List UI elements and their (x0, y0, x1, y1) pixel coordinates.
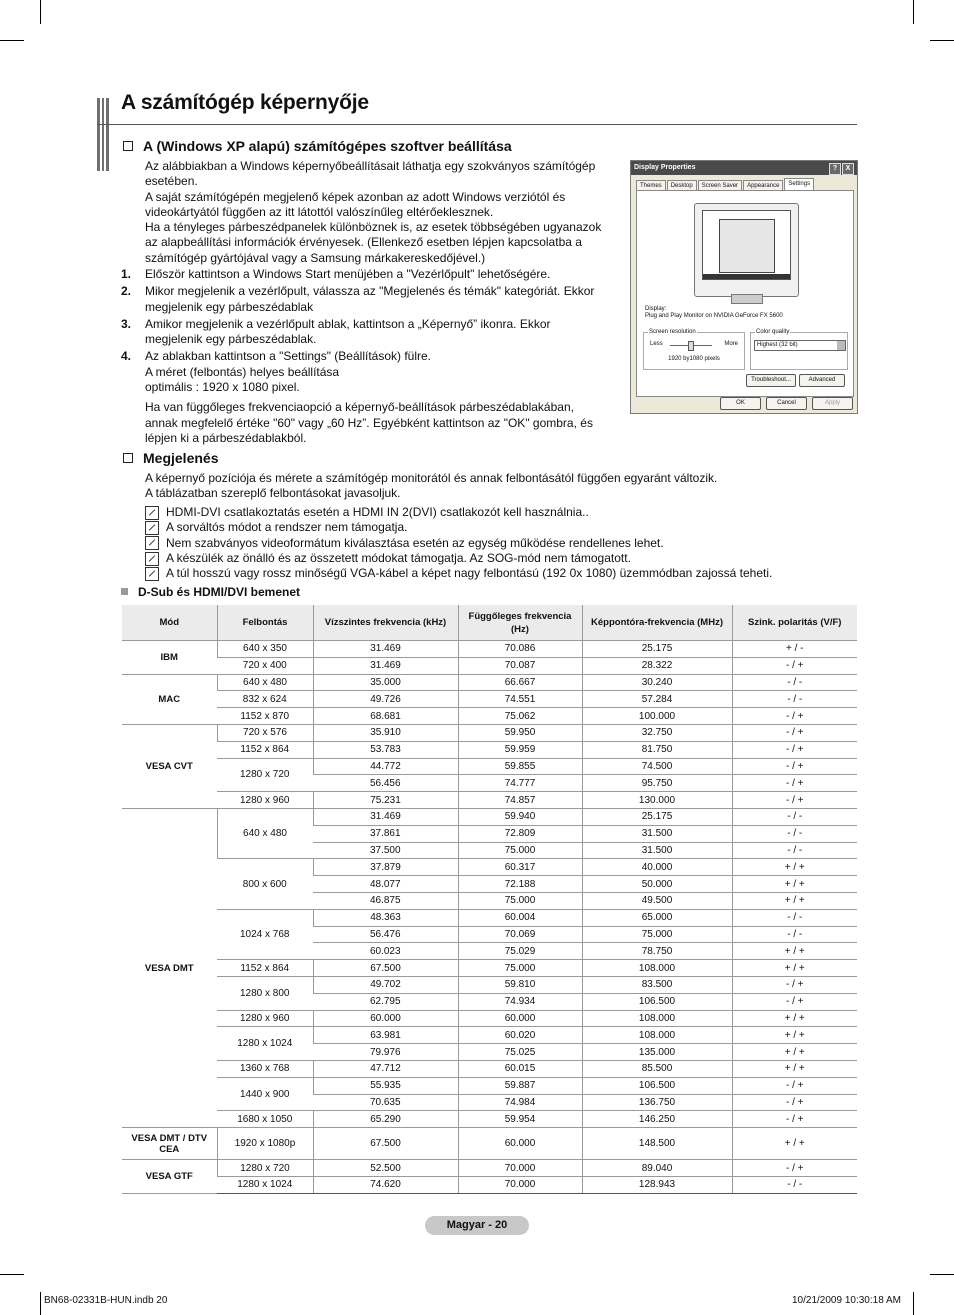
cell-hfreq: 46.875 (313, 892, 458, 909)
cell-resolution: 640 x 480 (217, 674, 313, 691)
table-header-row (122, 605, 857, 641)
table-row (122, 1160, 857, 1177)
cell-vfreq: 59.959 (458, 741, 582, 758)
cell-polarity: + / + (732, 1044, 857, 1061)
cell-pixel-clock: 130.000 (582, 792, 732, 809)
crop-mark (40, 1292, 41, 1315)
cell-pixel-clock: 57.284 (582, 691, 732, 708)
settings-panel (636, 190, 854, 397)
help-icon[interactable]: ? (829, 163, 841, 175)
cell-polarity: + / + (732, 960, 857, 977)
chevron-down-icon (837, 341, 845, 350)
page-title: A számítógép képernyője (121, 91, 369, 114)
note-item: HDMI-DVI csatlakoztatás esetén a HDMI IN 2(DVI) csatlakozót kell használnia.. (145, 505, 865, 520)
crop-mark (0, 40, 24, 41)
cell-hfreq: 31.469 (313, 641, 458, 658)
cell-resolution: 1680 x 1050 (217, 1111, 313, 1128)
table-row (122, 741, 857, 758)
table-row (122, 758, 857, 775)
note-item: A túl hosszú vagy rossz minőségű VGA-kábel a képet nagy felbontású (192 0x 1080) üzemmódban zajossá teheti. (145, 566, 865, 581)
color-quality-select[interactable]: Highest (32 bit) (754, 340, 846, 351)
cell-vfreq: 66.667 (458, 674, 582, 691)
cell-pixel-clock: 30.240 (582, 674, 732, 691)
cell-vfreq: 70.087 (458, 657, 582, 674)
cell-hfreq: 44.772 (313, 758, 458, 775)
cell-vfreq: 59.855 (458, 758, 582, 775)
crop-mark (930, 40, 954, 41)
note-list (145, 505, 865, 581)
cell-resolution: 1280 x 1024 (217, 1027, 313, 1061)
display-label: Display: (645, 306, 667, 312)
step-item: 4. Az ablakban kattintson a "Settings" (Beállítások) fülre. A méret (felbontás) helyes beállítása optimális : 1920 x 1080 pixel. Ha van függőleges frekvenciaopció a képernyő-beállítások párbeszédablakában, annak megfelelő értéke "60" vagy „60 Hz”. Egyébként kattintson az "OK" gombra, és lépjen ki a párbeszédablakból. (121, 349, 606, 446)
cell-hfreq: 48.363 (313, 909, 458, 926)
table-row (122, 859, 857, 876)
cell-mode: MAC (122, 674, 217, 724)
cell-polarity: - / - (732, 909, 857, 926)
cell-polarity: - / + (732, 993, 857, 1010)
extra-note: Ha van függőleges frekvenciaopció a képernyő-beállítások párbeszédablakában, annak megfelelő értéke "60" vagy „60 Hz”. Egyébként kattintson az "OK" gombra, és lépjen ki a párbeszédablakból. (145, 400, 593, 445)
cell-polarity: - / + (732, 792, 857, 809)
cell-vfreq: 75.000 (458, 892, 582, 909)
monitor-icon (694, 203, 799, 297)
table-row (122, 1111, 857, 1128)
cell-pixel-clock: 74.500 (582, 758, 732, 775)
cell-pixel-clock: 146.250 (582, 1111, 732, 1128)
cell-vfreq: 74.857 (458, 792, 582, 809)
cell-hfreq: 31.469 (313, 808, 458, 825)
table-row (122, 976, 857, 993)
tab-themes[interactable]: Themes (636, 180, 666, 191)
cell-hfreq: 35.910 (313, 724, 458, 741)
cell-pixel-clock: 148.500 (582, 1128, 732, 1160)
cell-mode: VESA GTF (122, 1160, 217, 1194)
header-vfreq: Függőleges frekvencia (Hz) (458, 605, 582, 641)
cell-polarity: + / + (732, 1027, 857, 1044)
cell-polarity: - / + (732, 1077, 857, 1094)
cell-pixel-clock: 49.500 (582, 892, 732, 909)
table-row (122, 641, 857, 658)
cell-vfreq: 75.029 (458, 943, 582, 960)
crop-mark (930, 1274, 954, 1275)
cell-hfreq: 53.783 (313, 741, 458, 758)
cell-pixel-clock: 25.175 (582, 808, 732, 825)
cell-pixel-clock: 106.500 (582, 993, 732, 1010)
table-row (122, 657, 857, 674)
cell-polarity: - / - (732, 691, 857, 708)
cell-vfreq: 74.551 (458, 691, 582, 708)
table-row (122, 1060, 857, 1077)
crop-mark (913, 1292, 914, 1315)
table-row (122, 691, 857, 708)
cell-polarity: + / + (732, 943, 857, 960)
cell-polarity: - / - (732, 825, 857, 842)
cell-pixel-clock: 85.500 (582, 1060, 732, 1077)
cell-hfreq: 37.861 (313, 825, 458, 842)
cell-polarity: - / + (732, 1160, 857, 1177)
header-polarity: Szink. polaritás (V/F) (732, 605, 857, 641)
cell-resolution: 720 x 400 (217, 657, 313, 674)
cell-resolution: 1280 x 960 (217, 792, 313, 809)
note-item: A sorváltós módot a rendszer nem támogatja. (145, 520, 865, 535)
cell-polarity: - / - (732, 842, 857, 859)
page-number: Magyar - 20 (425, 1216, 529, 1235)
cell-vfreq: 60.317 (458, 859, 582, 876)
cell-pixel-clock: 40.000 (582, 859, 732, 876)
cell-pixel-clock: 75.000 (582, 926, 732, 943)
header-hfreq: Vízszintes frekvencia (kHz) (313, 605, 458, 641)
cell-pixel-clock: 32.750 (582, 724, 732, 741)
cell-hfreq: 55.935 (313, 1077, 458, 1094)
cell-vfreq: 59.950 (458, 724, 582, 741)
square-bullet-icon (121, 588, 128, 595)
cell-vfreq: 70.069 (458, 926, 582, 943)
cell-vfreq: 60.020 (458, 1027, 582, 1044)
cell-pixel-clock: 108.000 (582, 960, 732, 977)
cell-hfreq: 67.500 (313, 960, 458, 977)
title-decoration (97, 98, 109, 171)
cell-resolution: 720 x 576 (217, 724, 313, 741)
section-heading-appearance: Megjelenés (123, 450, 218, 466)
cell-polarity: - / + (732, 724, 857, 741)
cell-polarity: - / + (732, 708, 857, 725)
table-row (122, 674, 857, 691)
cell-resolution: 640 x 350 (217, 641, 313, 658)
cancel-button[interactable]: Cancel (766, 397, 807, 410)
cell-hfreq: 67.500 (313, 1128, 458, 1160)
cell-vfreq: 59.940 (458, 808, 582, 825)
cell-pixel-clock: 31.500 (582, 842, 732, 859)
cell-pixel-clock: 108.000 (582, 1027, 732, 1044)
cell-pixel-clock: 135.000 (582, 1044, 732, 1061)
cell-polarity: - / + (732, 741, 857, 758)
cell-pixel-clock: 106.500 (582, 1077, 732, 1094)
cell-resolution: 1280 x 960 (217, 1010, 313, 1027)
cell-polarity: + / + (732, 1010, 857, 1027)
cell-vfreq: 59.810 (458, 976, 582, 993)
section-heading-software: A (Windows XP alapú) számítógépes szoftver beállítása (123, 138, 512, 154)
cell-pixel-clock: 83.500 (582, 976, 732, 993)
table-row (122, 808, 857, 825)
cell-vfreq: 72.188 (458, 876, 582, 893)
cell-hfreq: 65.290 (313, 1111, 458, 1128)
cell-resolution: 1280 x 1024 (217, 1176, 313, 1193)
header-pixel-clock: Képpontóra-frekvencia (MHz) (582, 605, 732, 641)
intro-paragraph: A saját számítógépén megjelenő képek azonban az adott Windows verziótól és videokártyától függően az itt látottól valószínűleg eltérőeklesznek. (145, 189, 566, 219)
cell-resolution: 1152 x 864 (217, 960, 313, 977)
display-properties-dialog (630, 160, 858, 414)
cell-pixel-clock: 28.322 (582, 657, 732, 674)
crop-mark (40, 0, 41, 24)
cell-pixel-clock: 136.750 (582, 1094, 732, 1111)
note-icon (145, 567, 159, 581)
cell-polarity: - / + (732, 657, 857, 674)
cell-vfreq: 60.004 (458, 909, 582, 926)
resolution-group: Screen resolution Less More 1920 by1080 pixels (643, 332, 745, 370)
cell-mode: VESA DMT / DTV CEA (122, 1128, 217, 1160)
cell-resolution: 1024 x 768 (217, 909, 313, 959)
cell-resolution: 800 x 600 (217, 859, 313, 909)
cell-hfreq: 68.681 (313, 708, 458, 725)
tab-appearance[interactable]: Appearance (743, 180, 783, 191)
cell-polarity: - / + (732, 976, 857, 993)
cell-hfreq: 49.702 (313, 976, 458, 993)
cell-hfreq: 56.456 (313, 775, 458, 792)
note-icon (145, 521, 159, 535)
cell-vfreq: 60.000 (458, 1010, 582, 1027)
section2-intro: A képernyő pozíciója és mérete a számítógép monitorától és annak felbontásától függően egyaránt változik. A táblázatban szereplő felbontásokat javasoljuk. (145, 471, 718, 501)
step-item: 1. Először kattintson a Windows Start menüjében a "Vezérlőpult" lehetőségére. (121, 267, 551, 281)
cell-polarity: + / + (732, 876, 857, 893)
cell-polarity: + / + (732, 859, 857, 876)
header-mode: Mód (122, 605, 217, 641)
note-icon (145, 552, 159, 566)
cell-polarity: + / + (732, 1128, 857, 1160)
cell-hfreq: 52.500 (313, 1160, 458, 1177)
cell-vfreq: 74.984 (458, 1094, 582, 1111)
cell-pixel-clock: 89.040 (582, 1160, 732, 1177)
cell-resolution: 1360 x 768 (217, 1060, 313, 1077)
cell-resolution: 1152 x 864 (217, 741, 313, 758)
footer-file: BN68-02331B-HUN.indb 20 (44, 1295, 168, 1306)
cell-polarity: - / - (732, 926, 857, 943)
cell-pixel-clock: 81.750 (582, 741, 732, 758)
intro-paragraph: Az alábbiakban a Windows képernyőbeállításait láthatja egy szokványos számítógép esetében. (145, 159, 596, 189)
cell-resolution: 1280 x 720 (217, 1160, 313, 1177)
cell-pixel-clock: 31.500 (582, 825, 732, 842)
footer-date: 10/21/2009 10:30:18 AM (792, 1295, 901, 1306)
cell-vfreq: 59.887 (458, 1077, 582, 1094)
note-item: Nem szabványos videoformátum kiválasztása esetén az egység működése rendellenes lehet. (145, 536, 865, 551)
color-quality-group: Color quality Highest (32 bit) (750, 332, 848, 370)
cell-resolution: 1440 x 900 (217, 1077, 313, 1111)
cell-hfreq: 70.635 (313, 1094, 458, 1111)
step-item: 2. Mikor megjelenik a vezérlőpult, válassza az "Megjelenés és témák" kategóriát. Ekkor megjelenik egy párbeszédablak (121, 284, 595, 314)
tab-desktop[interactable]: Desktop (667, 180, 697, 191)
resolution-table (122, 605, 857, 1194)
cell-vfreq: 75.000 (458, 960, 582, 977)
cell-pixel-clock: 78.750 (582, 943, 732, 960)
cell-mode: VESA DMT (122, 808, 217, 1127)
table-row (122, 792, 857, 809)
table-row (122, 1010, 857, 1027)
cell-resolution: 640 x 480 (217, 808, 313, 858)
table-row (122, 1128, 857, 1160)
crop-mark (913, 0, 914, 24)
cell-polarity: - / - (732, 808, 857, 825)
display-value: Plug and Play Monitor on NVIDIA GeForce FX 5600 (645, 313, 783, 319)
crop-mark (0, 1274, 24, 1275)
cell-polarity: - / + (732, 1094, 857, 1111)
table-heading: D-Sub és HDMI/DVI bemenet (121, 585, 300, 599)
cell-hfreq: 62.795 (313, 993, 458, 1010)
cell-resolution: 1152 x 870 (217, 708, 313, 725)
cell-vfreq: 75.025 (458, 1044, 582, 1061)
note-icon (145, 536, 159, 550)
cell-hfreq: 35.000 (313, 674, 458, 691)
cell-vfreq: 70.000 (458, 1160, 582, 1177)
cell-resolution: 1280 x 800 (217, 976, 313, 1010)
intro-paragraph: Ha a tényleges párbeszédpanelek különböznek is, az esetek többségében ugyanazok az alapbeállítási információk érvényesek. (Ellenkező esetben lépjen kapcsolatba a számítógép gyártójával vagy a Samsung márkakereskedőjével.) (145, 220, 602, 265)
close-icon[interactable]: X (842, 163, 854, 175)
cell-hfreq: 37.879 (313, 859, 458, 876)
table-row (122, 960, 857, 977)
cell-hfreq: 60.000 (313, 1010, 458, 1027)
square-bullet-icon (123, 141, 133, 151)
cell-hfreq: 37.500 (313, 842, 458, 859)
cell-pixel-clock: 50.000 (582, 876, 732, 893)
cell-hfreq: 74.620 (313, 1176, 458, 1193)
cell-pixel-clock: 65.000 (582, 909, 732, 926)
tab-settings[interactable]: Settings (784, 178, 814, 191)
cell-vfreq: 75.062 (458, 708, 582, 725)
cell-hfreq: 49.726 (313, 691, 458, 708)
cell-polarity: - / - (732, 1176, 857, 1193)
step-item: 3. Amikor megjelenik a vezérlőpult ablak, kattintson a „Képernyő” ikonra. Ekkor megjelenik egy párbeszédablak. (121, 316, 551, 347)
cell-hfreq: 79.976 (313, 1044, 458, 1061)
table-row (122, 1027, 857, 1044)
step-list (121, 267, 606, 448)
cell-pixel-clock: 25.175 (582, 641, 732, 658)
slider-handle[interactable] (688, 341, 694, 351)
cell-pixel-clock: 100.000 (582, 708, 732, 725)
table-row (122, 1176, 857, 1193)
note-item: A készülék az önálló és az összetett módokat támogatja. Az SOG-mód nem támogatott. (145, 551, 865, 566)
cell-vfreq: 59.954 (458, 1111, 582, 1128)
cell-hfreq: 60.023 (313, 943, 458, 960)
cell-resolution: 1920 x 1080p (217, 1128, 313, 1160)
cell-vfreq: 72.809 (458, 825, 582, 842)
cell-vfreq: 74.934 (458, 993, 582, 1010)
cell-mode: IBM (122, 641, 217, 675)
ok-button[interactable]: OK (720, 397, 761, 410)
square-bullet-icon (123, 453, 133, 463)
cell-polarity: - / - (732, 674, 857, 691)
table-row (122, 1077, 857, 1094)
cell-vfreq: 70.086 (458, 641, 582, 658)
cell-hfreq: 63.981 (313, 1027, 458, 1044)
cell-hfreq: 31.469 (313, 657, 458, 674)
cell-pixel-clock: 95.750 (582, 775, 732, 792)
cell-vfreq: 74.777 (458, 775, 582, 792)
tab-screen-saver[interactable]: Screen Saver (698, 180, 742, 191)
table-row (122, 909, 857, 926)
cell-hfreq: 47.712 (313, 1060, 458, 1077)
cell-polarity: + / + (732, 1060, 857, 1077)
cell-vfreq: 70.000 (458, 1176, 582, 1193)
cell-polarity: - / + (732, 775, 857, 792)
section1-intro (145, 159, 610, 266)
troubleshoot-button[interactable]: Troubleshoot... (746, 374, 796, 387)
cell-polarity: - / + (732, 1111, 857, 1128)
cell-polarity: + / - (732, 641, 857, 658)
title-rule (97, 124, 857, 125)
cell-vfreq: 60.000 (458, 1128, 582, 1160)
apply-button[interactable]: Apply (812, 397, 853, 410)
cell-vfreq: 75.000 (458, 842, 582, 859)
cell-polarity: - / + (732, 758, 857, 775)
dialog-titlebar: Display Properties ? X (631, 161, 857, 175)
cell-pixel-clock: 108.000 (582, 1010, 732, 1027)
advanced-button[interactable]: Advanced (799, 374, 845, 387)
cell-polarity: + / + (732, 892, 857, 909)
table-row (122, 708, 857, 725)
cell-hfreq: 48.077 (313, 876, 458, 893)
cell-resolution: 1280 x 720 (217, 758, 313, 792)
cell-hfreq: 75.231 (313, 792, 458, 809)
cell-vfreq: 60.015 (458, 1060, 582, 1077)
note-icon (145, 506, 159, 520)
header-resolution: Felbontás (217, 605, 313, 641)
cell-mode: VESA CVT (122, 724, 217, 808)
cell-pixel-clock: 128.943 (582, 1176, 732, 1193)
cell-resolution: 832 x 624 (217, 691, 313, 708)
cell-hfreq: 56.476 (313, 926, 458, 943)
table-row (122, 724, 857, 741)
